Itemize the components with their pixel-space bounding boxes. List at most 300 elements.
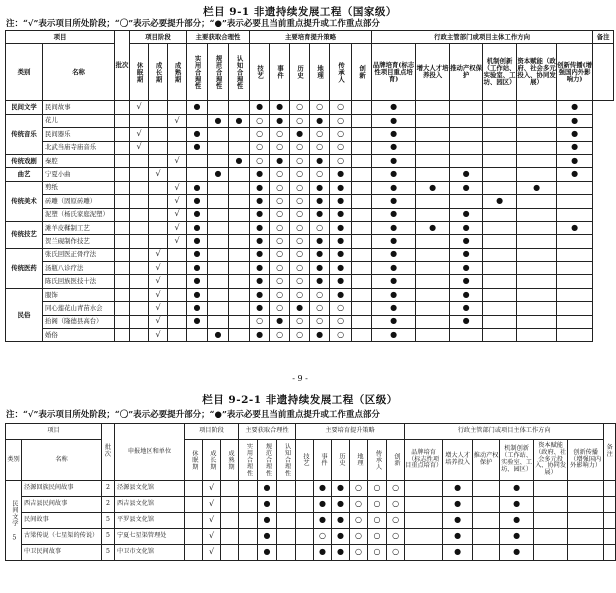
unit-cell: 泾源县文化馆 [115, 481, 185, 497]
subheader-cell: 事件 [314, 440, 332, 481]
mark-cell [473, 513, 500, 529]
mark-cell [115, 168, 130, 181]
mark-cell [168, 262, 187, 275]
mark-cell: ○ [368, 545, 387, 561]
mark-cell: √ [203, 497, 221, 513]
mark-cell [483, 221, 517, 234]
header-name: 名称 [43, 44, 115, 101]
unit-cell: 平罗县文化馆 [115, 513, 185, 529]
mark-cell [296, 481, 314, 497]
mark-cell: ○ [310, 315, 330, 328]
subheader-cell: 成长期 [149, 44, 168, 101]
batch-cell: 5 [102, 513, 115, 529]
mark-cell: ● [443, 513, 473, 529]
mark-cell [149, 154, 168, 167]
mark-cell [221, 497, 239, 513]
header-stage: 项目阶段 [130, 31, 187, 44]
table-row [6, 221, 614, 234]
header-main-rational: 主要获取合理性 [187, 31, 250, 44]
mark-cell [221, 529, 239, 545]
mark-cell [277, 529, 296, 545]
mark-cell: ○ [270, 208, 290, 221]
mark-cell [517, 154, 557, 167]
admin-subheader-cell: 增大人才培养投入 [443, 440, 473, 481]
mark-cell [296, 497, 314, 513]
mark-cell [229, 248, 250, 261]
subheader-cell: 实用合理性 [239, 440, 258, 481]
mark-cell [483, 168, 517, 181]
mark-cell [208, 181, 229, 194]
mark-cell: ● [500, 529, 534, 545]
mark-cell [450, 114, 483, 127]
remark-sub-cell [593, 44, 614, 101]
mark-cell [568, 497, 604, 513]
mark-cell [115, 208, 130, 221]
mark-cell [277, 513, 296, 529]
mark-cell: ● [443, 497, 473, 513]
subheader-cell: 历史 [290, 44, 310, 101]
mark-cell: ● [258, 529, 277, 545]
header-main-rational: 主要获取合理性 [239, 424, 296, 440]
mark-cell: ● [450, 168, 483, 181]
mark-cell: ● [250, 288, 270, 301]
mark-cell: ○ [250, 141, 270, 154]
mark-cell: √ [149, 168, 168, 181]
mark-cell: ○ [270, 329, 290, 342]
mark-cell: √ [168, 235, 187, 248]
section2-note: 注：“√”表示项目所处阶段；“〇”表示必要提升部分；“●”表示必要且当前重点提升或工作重点部分 [6, 410, 380, 420]
header-unit: 申报地区和单位 [115, 424, 185, 481]
subheader-cell: 规范合理性 [258, 440, 277, 481]
name-cell: 中卫民间故事 [22, 545, 102, 561]
mark-cell [352, 128, 372, 141]
mark-cell [483, 141, 517, 154]
mark-cell: ● [443, 545, 473, 561]
mark-cell: ● [372, 114, 416, 127]
mark-cell [229, 221, 250, 234]
mark-cell [187, 168, 208, 181]
mark-cell: ● [270, 101, 290, 114]
mark-cell [517, 221, 557, 234]
mark-cell [130, 275, 149, 288]
mark-cell [483, 128, 517, 141]
mark-cell: ○ [387, 481, 405, 497]
mark-cell [149, 141, 168, 154]
mark-cell [130, 329, 149, 342]
district-table [5, 423, 616, 561]
mark-cell [352, 195, 372, 208]
mark-cell [352, 141, 372, 154]
mark-cell [208, 221, 229, 234]
mark-cell: ● [450, 288, 483, 301]
mark-cell [115, 302, 130, 315]
mark-cell: ○ [290, 181, 310, 194]
mark-cell: ○ [387, 497, 405, 513]
mark-cell [296, 545, 314, 561]
mark-cell: ● [310, 262, 330, 275]
mark-cell [149, 114, 168, 127]
mark-cell [604, 513, 616, 529]
mark-cell [483, 235, 517, 248]
mark-cell: √ [203, 513, 221, 529]
mark-cell: ● [517, 181, 557, 194]
mark-cell: ● [250, 248, 270, 261]
mark-cell: ● [372, 221, 416, 234]
mark-cell [568, 481, 604, 497]
table-row [6, 513, 616, 529]
mark-cell: ○ [270, 141, 290, 154]
mark-cell: ○ [270, 275, 290, 288]
mark-cell: √ [203, 529, 221, 545]
mark-cell [221, 545, 239, 561]
mark-cell: ○ [290, 315, 310, 328]
mark-cell: ○ [310, 168, 330, 181]
category-cell: 传统技艺 [6, 221, 43, 248]
mark-cell: √ [149, 315, 168, 328]
mark-cell: ● [372, 128, 416, 141]
mark-cell: √ [130, 128, 149, 141]
mark-cell [517, 248, 557, 261]
mark-cell: ○ [368, 481, 387, 497]
mark-cell: ○ [387, 545, 405, 561]
mark-cell [115, 221, 130, 234]
mark-cell [517, 195, 557, 208]
mark-cell [115, 275, 130, 288]
mark-cell: ● [450, 181, 483, 194]
page-number: - 9 - [292, 374, 308, 383]
name-cell: 宁夏小曲 [43, 168, 115, 181]
mark-cell: ○ [250, 315, 270, 328]
mark-cell: ● [372, 329, 416, 342]
mark-cell [130, 315, 149, 328]
category-cell: 传统医药 [6, 248, 43, 288]
mark-cell [416, 235, 450, 248]
mark-cell [352, 101, 372, 114]
table-row [6, 302, 614, 315]
mark-cell: ● [270, 315, 290, 328]
mark-cell [352, 114, 372, 127]
mark-cell [450, 141, 483, 154]
mark-cell: ● [250, 275, 270, 288]
mark-cell [168, 275, 187, 288]
mark-cell: ○ [270, 195, 290, 208]
mark-cell [483, 302, 517, 315]
mark-cell [450, 101, 483, 114]
mark-cell: ○ [290, 114, 310, 127]
mark-cell [557, 315, 593, 328]
mark-cell: ● [330, 275, 352, 288]
batch-cell: 2 [102, 497, 115, 513]
mark-cell [352, 168, 372, 181]
mark-cell [277, 545, 296, 561]
mark-cell: ● [310, 248, 330, 261]
mark-cell [517, 275, 557, 288]
table-row [6, 114, 614, 127]
mark-cell: ● [557, 168, 593, 181]
name-cell: 滩羊皮鞣制工艺 [43, 221, 115, 234]
mark-cell [568, 513, 604, 529]
mark-cell: ● [208, 114, 229, 127]
subheader-cell: 认知合理性 [277, 440, 296, 481]
mark-cell [168, 288, 187, 301]
mark-cell: ○ [314, 529, 332, 545]
mark-cell [557, 195, 593, 208]
mark-cell [149, 235, 168, 248]
mark-cell: ● [557, 128, 593, 141]
mark-cell: ○ [330, 141, 352, 154]
mark-cell [208, 208, 229, 221]
category-cell: 传统美术 [6, 181, 43, 221]
mark-cell: √ [149, 248, 168, 261]
mark-cell [208, 275, 229, 288]
subheader-cell: 创新 [352, 44, 372, 101]
mark-cell [534, 529, 568, 545]
table-row [6, 141, 614, 154]
mark-cell: ● [310, 195, 330, 208]
admin-subheader-cell: 创新传播(增强国内外影响力) [557, 44, 593, 101]
mark-cell: ● [314, 481, 332, 497]
mark-cell [187, 154, 208, 167]
mark-cell [517, 168, 557, 181]
header-batch: 批次 [102, 424, 115, 481]
mark-cell [483, 114, 517, 127]
mark-cell [483, 101, 517, 114]
mark-cell [239, 497, 258, 513]
mark-cell: ● [250, 208, 270, 221]
mark-cell: ● [332, 497, 350, 513]
mark-cell: ○ [330, 302, 352, 315]
mark-cell: ● [372, 168, 416, 181]
mark-cell: ● [332, 545, 350, 561]
subheader-cell: 成长期 [203, 440, 221, 481]
mark-cell: ● [450, 248, 483, 261]
category-cell: 传统音乐 [6, 114, 43, 154]
mark-cell [187, 329, 208, 342]
mark-cell [473, 481, 500, 497]
subheader-cell: 创新 [387, 440, 405, 481]
header-category: 类别 [6, 440, 22, 481]
table-row [6, 262, 614, 275]
mark-cell [229, 315, 250, 328]
unit-cell: 中卫市文化馆 [115, 545, 185, 561]
mark-cell: ○ [290, 329, 310, 342]
mark-cell [352, 235, 372, 248]
subheader-cell: 技艺 [250, 44, 270, 101]
name-cell: 贺兰砚制作技艺 [43, 235, 115, 248]
mark-cell [483, 315, 517, 328]
mark-cell [557, 248, 593, 261]
mark-cell [416, 114, 450, 127]
mark-cell [557, 235, 593, 248]
subheader-cell: 历史 [332, 440, 350, 481]
table-row [6, 481, 616, 497]
mark-cell [115, 315, 130, 328]
mark-cell: ● [310, 181, 330, 194]
mark-cell [239, 513, 258, 529]
mark-cell: ● [330, 195, 352, 208]
mark-cell: ○ [330, 154, 352, 167]
admin-subheader-cell: 品牌培育(标志性项目重点培育) [372, 44, 416, 101]
mark-cell [229, 275, 250, 288]
mark-cell [557, 329, 593, 342]
mark-cell: ● [500, 545, 534, 561]
mark-cell: √ [130, 141, 149, 154]
unit-cell: 宁夏七星渠管理处 [115, 529, 185, 545]
mark-cell [130, 195, 149, 208]
mark-cell [405, 545, 443, 561]
mark-cell [416, 248, 450, 261]
mark-cell: ● [270, 114, 290, 127]
table-row [6, 315, 614, 328]
mark-cell: ● [416, 181, 450, 194]
mark-cell: ● [372, 208, 416, 221]
mark-cell [405, 497, 443, 513]
mark-cell: ● [290, 302, 310, 315]
mark-cell: ○ [350, 513, 368, 529]
mark-cell: ● [208, 329, 229, 342]
category-cell: 民间文学 [6, 101, 43, 114]
mark-cell [208, 154, 229, 167]
mark-cell [352, 181, 372, 194]
admin-subheader-cell: 品牌培育（标志性项目重点培育） [405, 440, 443, 481]
mark-cell [208, 302, 229, 315]
name-cell: 北武当庙寺庙音乐 [43, 141, 115, 154]
mark-cell: ○ [290, 101, 310, 114]
mark-cell: ● [310, 235, 330, 248]
table-row [6, 529, 616, 545]
name-cell: 婚俗 [43, 329, 115, 342]
name-cell: 同心莲花山青苗水会 [43, 302, 115, 315]
mark-cell: ● [483, 195, 517, 208]
mark-cell [229, 262, 250, 275]
mark-cell: ● [187, 248, 208, 261]
mark-cell: ○ [250, 154, 270, 167]
admin-subheader-cell: 推动产权保护 [473, 440, 500, 481]
mark-cell [517, 315, 557, 328]
name-cell: 秦腔 [43, 154, 115, 167]
subheader-cell: 成熟期 [221, 440, 239, 481]
mark-cell [416, 302, 450, 315]
mark-cell: ● [557, 154, 593, 167]
mark-cell [604, 497, 616, 513]
section1-note: 注：“√”表示项目所处阶段；“〇”表示必要提升部分；“●”表示必要且当前重点提升或工作重点部分 [6, 19, 380, 29]
category-cell: 传统戏剧 [6, 154, 43, 167]
mark-cell: √ [149, 275, 168, 288]
admin-subheader-cell: 资本赋能（政府、社会多元投入、协同发展） [517, 44, 557, 101]
mark-cell: ● [450, 208, 483, 221]
mark-cell: ● [258, 481, 277, 497]
subheader-cell: 地理 [350, 440, 368, 481]
mark-cell [352, 208, 372, 221]
mark-cell: ● [310, 154, 330, 167]
mark-cell: ○ [290, 288, 310, 301]
mark-cell [149, 128, 168, 141]
mark-cell: ● [372, 154, 416, 167]
mark-cell: ○ [290, 154, 310, 167]
mark-cell: ● [500, 497, 534, 513]
mark-cell [208, 262, 229, 275]
mark-cell: ● [250, 329, 270, 342]
mark-cell: ○ [250, 114, 270, 127]
mark-cell: ○ [270, 128, 290, 141]
mark-cell [416, 154, 450, 167]
mark-cell: ● [500, 481, 534, 497]
name-cell: 陈氏回族医技十法 [43, 275, 115, 288]
mark-cell [416, 315, 450, 328]
mark-cell: √ [149, 288, 168, 301]
subheader-cell: 休眠期 [185, 440, 203, 481]
mark-cell [208, 128, 229, 141]
mark-cell: ● [372, 181, 416, 194]
mark-cell [221, 513, 239, 529]
mark-cell: ○ [368, 513, 387, 529]
mark-cell [416, 168, 450, 181]
mark-cell [208, 101, 229, 114]
mark-cell: ○ [250, 128, 270, 141]
mark-cell: ○ [270, 221, 290, 234]
mark-cell: ○ [330, 114, 352, 127]
name-cell: 花儿 [43, 114, 115, 127]
name-cell: 西吉县民间故事 [22, 497, 102, 513]
mark-cell: ● [187, 315, 208, 328]
table-row [6, 101, 614, 114]
mark-cell: ○ [290, 262, 310, 275]
mark-cell [557, 262, 593, 275]
mark-cell [229, 195, 250, 208]
mark-cell: ○ [270, 235, 290, 248]
mark-cell: ● [290, 128, 310, 141]
mark-cell: ● [187, 101, 208, 114]
mark-cell [130, 114, 149, 127]
mark-cell: ● [330, 288, 352, 301]
mark-cell: ○ [290, 248, 310, 261]
national-table [5, 30, 614, 342]
mark-cell [517, 101, 557, 114]
mark-cell: √ [203, 481, 221, 497]
mark-cell: ● [250, 181, 270, 194]
mark-cell [115, 141, 130, 154]
mark-cell: ○ [350, 481, 368, 497]
mark-cell: ○ [290, 208, 310, 221]
mark-cell: ● [450, 315, 483, 328]
section1-title: 栏目 9-1 非遗持续发展工程（国家级） [203, 6, 397, 18]
mark-cell: ● [208, 168, 229, 181]
mark-cell: ○ [310, 302, 330, 315]
mark-cell [416, 141, 450, 154]
mark-cell [416, 208, 450, 221]
mark-cell: ● [332, 513, 350, 529]
mark-cell: ○ [310, 101, 330, 114]
mark-cell [352, 248, 372, 261]
mark-cell [604, 481, 616, 497]
subheader-cell: 地理 [310, 44, 330, 101]
section2-title: 栏目 9-2-1 非遗持续发展工程（区级） [202, 394, 398, 406]
mark-cell [168, 128, 187, 141]
mark-cell [483, 208, 517, 221]
mark-cell [168, 101, 187, 114]
mark-cell [352, 221, 372, 234]
mark-cell [149, 221, 168, 234]
mark-cell [130, 288, 149, 301]
mark-cell: ○ [270, 302, 290, 315]
header-stage: 项目阶段 [185, 424, 239, 440]
mark-cell [130, 248, 149, 261]
mark-cell [405, 513, 443, 529]
name-cell: 汤瓶八诊疗法 [43, 262, 115, 275]
mark-cell: ○ [387, 529, 405, 545]
mark-cell: ○ [270, 248, 290, 261]
mark-cell [483, 181, 517, 194]
